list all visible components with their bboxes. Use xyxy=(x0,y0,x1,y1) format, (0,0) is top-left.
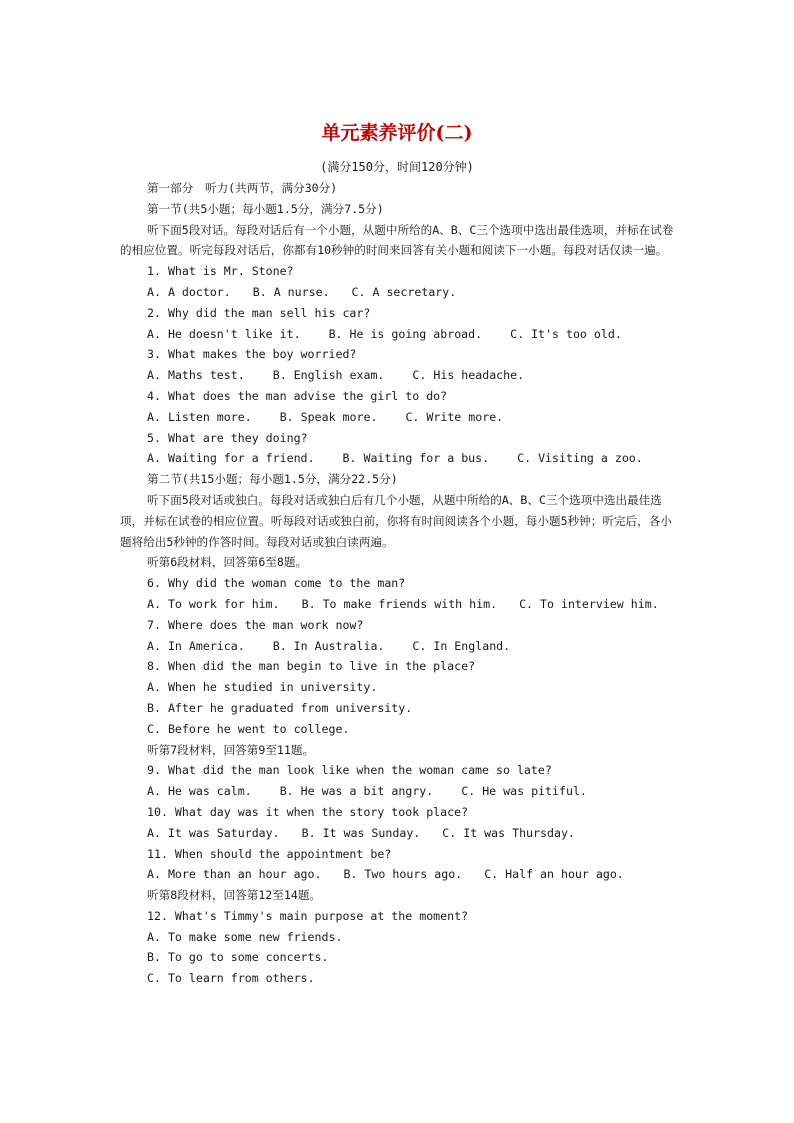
question-stem: 6. Why did the woman come to the man? xyxy=(147,576,406,591)
option-c: C. His headache. xyxy=(412,368,525,383)
question-options xyxy=(120,365,678,386)
option-a: A. A doctor. xyxy=(147,284,231,299)
option-b: B. To go to some concerts. xyxy=(147,950,329,965)
option-c: C. He was pitiful. xyxy=(461,784,587,799)
option-a: A. More than an hour ago. xyxy=(147,867,322,882)
question-stem: 10. What day was it when the story took place? xyxy=(147,804,469,819)
question-options xyxy=(120,823,678,844)
question-options xyxy=(120,864,678,885)
material-heading: 听第6段材料，回答第6至8题。 xyxy=(147,555,308,570)
option-b: B. It was Sunday. xyxy=(301,825,421,840)
question-options xyxy=(120,407,678,428)
question-options xyxy=(120,282,678,303)
option-a: A. Maths test. xyxy=(147,368,245,383)
section1-heading: 第一节(共5小题；每小题1.5分，满分7.5分) xyxy=(147,201,384,216)
option-a: A. Waiting for a friend. xyxy=(147,451,315,466)
option-b: B. Two hours ago. xyxy=(343,867,463,882)
option-c: C. Before he went to college. xyxy=(147,721,350,736)
section2-heading: 第二节(共15小题；每小题1.5分，满分22.5分) xyxy=(147,472,398,487)
question-stem: 1. What is Mr. Stone? xyxy=(147,264,294,279)
option-c: C. It was Thursday. xyxy=(442,825,575,840)
option-b: B. He is going abroad. xyxy=(328,326,483,341)
question-stem: 3. What makes the boy worried? xyxy=(147,347,357,362)
option-b: B. In Australia. xyxy=(272,638,385,653)
option-a: A. When he studied in university. xyxy=(147,680,378,695)
question-stem: 12. What's Timmy's main purpose at the moment? xyxy=(147,908,469,923)
question-stem: 7. Where does the man work now? xyxy=(147,617,364,632)
option-c: C. To interview him. xyxy=(519,596,659,611)
option-c: C. A secretary. xyxy=(351,284,457,299)
question-stem: 2. Why did the man sell his car? xyxy=(147,305,371,320)
exam-content xyxy=(120,178,678,989)
question-stem: 9. What did the man look like when the woman came so late? xyxy=(147,763,552,778)
option-b: B. A nurse. xyxy=(252,284,330,299)
question-stem: 8. When did the man begin to live in the place? xyxy=(147,659,476,674)
material-heading: 听第8段材料，回答第12至14题。 xyxy=(147,888,322,903)
section1-instructions: 听下面5段对话。每段对话后有一个小题，从题中所给的A、B、C三个选项中选出最佳选项，并标在试卷的相应位置。听完每段对话后，你都有10秒钟的时间来回答有关小题和阅读下一小题。每段对话仅读一遍。 xyxy=(120,222,674,258)
option-a: A. He was calm. xyxy=(147,784,252,799)
option-a: A. Listen more. xyxy=(147,409,252,424)
section2-instructions: 听下面5段对话或独白。每段对话或独白后有几个小题，从题中所给的A、B、C三个选项中选出最佳选项，并标在试卷的相应位置。听每段对话或独白前，你将有时间阅读各个小题，每小题5秒钟；听完后，各小题将给出5秒钟的作答时间。每段对话或独白读两遍。 xyxy=(120,492,672,549)
question-options xyxy=(120,594,678,615)
part1-heading: 第一部分 听力(共两节，满分30分) xyxy=(147,181,338,195)
option-a: A. To make some new friends. xyxy=(147,929,343,944)
option-b: B. He was a bit angry. xyxy=(279,784,434,799)
option-a: A. He doesn't like it. xyxy=(147,326,301,341)
option-c: C. To learn from others. xyxy=(147,971,315,986)
question-stem: 11. When should the appointment be? xyxy=(147,846,392,861)
question-options xyxy=(120,636,678,657)
option-c: C. Visiting a zoo. xyxy=(517,451,643,466)
option-c: C. It's too old. xyxy=(510,326,622,341)
question-options xyxy=(120,324,678,345)
question-stem: 4. What does the man advise the girl to do? xyxy=(147,388,448,403)
question-options xyxy=(120,448,678,469)
question-stem: 5. What are they doing? xyxy=(147,430,308,445)
question-options xyxy=(120,781,678,802)
option-c: C. Write more. xyxy=(405,409,504,424)
material-heading: 听第7段材料，回答第9至11题。 xyxy=(147,742,315,757)
option-b: B. Speak more. xyxy=(279,409,378,424)
page-title: 单元素养评价(二) xyxy=(321,122,473,144)
option-a: A. In America. xyxy=(147,638,245,653)
option-b: B. English exam. xyxy=(272,368,385,383)
option-a: A. It was Saturday. xyxy=(147,825,280,840)
option-c: C. In England. xyxy=(412,638,511,653)
option-b: B. Waiting for a bus. xyxy=(342,451,490,466)
option-b: B. After he graduated from university. xyxy=(147,700,413,715)
option-b: B. To make friends with him. xyxy=(301,596,498,611)
exam-score-time: (满分150分，时间120分钟) xyxy=(320,160,474,174)
option-a: A. To work for him. xyxy=(147,596,280,611)
option-c: C. Half an hour ago. xyxy=(484,867,624,882)
